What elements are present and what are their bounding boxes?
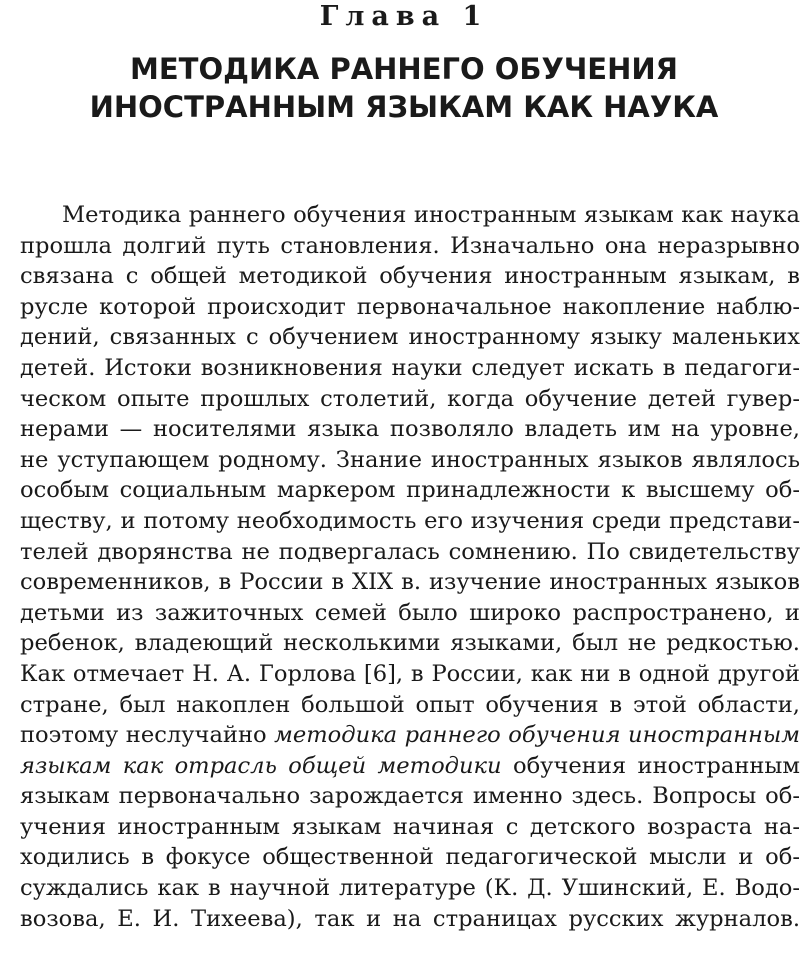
text-line: Как отмечает Н. А. Горлова [6], в России, как ни в одной другой — [20, 660, 800, 687]
text-line: учения иностранным языкам начиная с детского возраста на- — [20, 813, 800, 840]
text-line: ществу, и потому необходимость его изучения среди представи- — [20, 507, 800, 534]
text-line: ходились в фокусе общественной педагогической мысли и об- — [20, 844, 800, 871]
text-line: не уступающем родному. Знание иностранных языков являлось — [20, 446, 800, 473]
body-paragraph — [20, 200, 800, 934]
text-line: Методика раннего обучения иностранным языкам как наука — [62, 202, 800, 228]
text-normal: поэтому неслучайно — [20, 722, 275, 749]
text-line: суждались как в научной литературе (К. Д. Ушинский, Е. Водо- — [20, 875, 800, 902]
text-line: ческом опыте прошлых столетий, когда обучение детей гувер- — [20, 385, 800, 412]
text-line: связана с общей методикой обучения иностранным языкам, в — [20, 263, 800, 290]
text-line: детьми из зажиточных семей было широко распространено, и — [20, 599, 800, 626]
text-line: стране, был накоплен большой опыт обучения в этой области, — [20, 691, 800, 718]
text-line: современников, в России в XIX в. изучение иностранных языков — [20, 569, 800, 596]
text-line: возова, Е. И. Тихеева), так и на страницах русских журналов. — [20, 905, 800, 932]
text-line: особым социальным маркером принадлежности к высшему об- — [20, 477, 800, 504]
text-line: нерами — носителями языка позволяло владеть им на уровне, — [20, 416, 800, 443]
text-normal: обучения иностранным — [501, 752, 800, 779]
text-line: прошла долгий путь становления. Изначально она неразрывно — [20, 232, 800, 259]
chapter-title-line: МЕТОДИКА РАННЕГО ОБУЧЕНИЯ — [130, 52, 678, 86]
text-line: дений, связанных с обучением иностранному языку маленьких — [20, 324, 800, 351]
chapter-title-line: ИНОСТРАННЫМ ЯЗЫКАМ КАК НАУКА — [89, 90, 719, 124]
text-line: языкам первоначально зарождается именно здесь. Вопросы об- — [20, 783, 800, 810]
text-italic: языкам как отрасль общей методики — [20, 752, 502, 779]
chapter-label: Глава 1 — [319, 1, 489, 32]
text-line: ребенок, владеющий несколькими языками, был не редкостью. — [20, 630, 800, 657]
chapter-title — [0, 50, 808, 126]
text-line: телей дворянства не подвергалась сомнению. По свидетельству — [20, 538, 800, 565]
text-line-mixed — [20, 720, 800, 751]
text-line: русле которой происходит первоначальное накопление наблю- — [20, 293, 800, 320]
text-italic: методика раннего обучения иностранным — [274, 722, 800, 749]
text-line-mixed — [20, 751, 800, 782]
text-line: детей. Истоки возникновения науки следует искать в педагоги- — [20, 354, 800, 381]
